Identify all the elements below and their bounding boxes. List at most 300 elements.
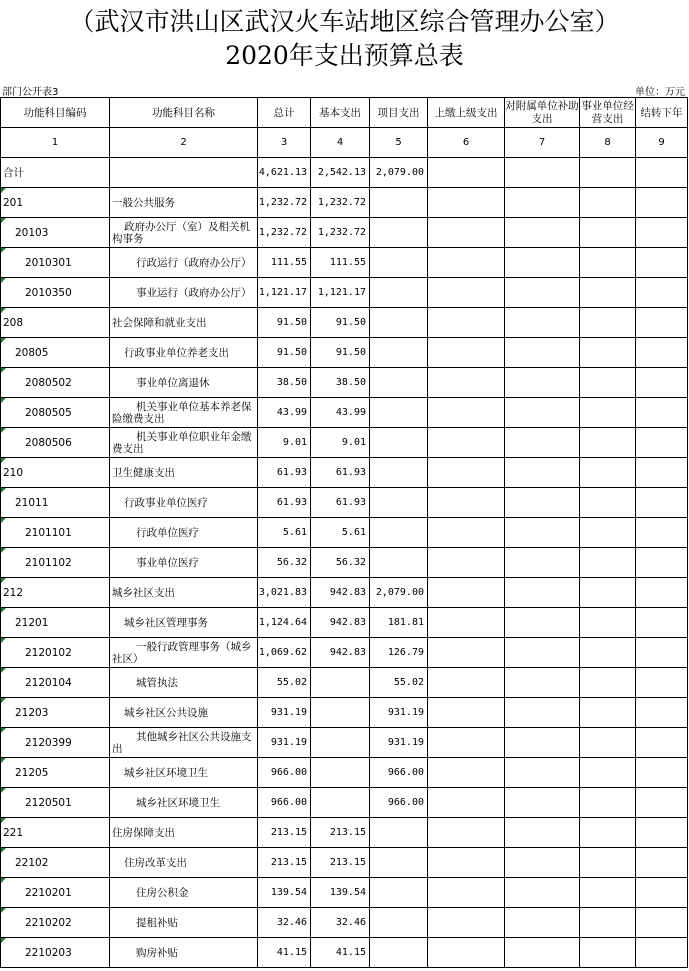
empty-amount-cell bbox=[636, 308, 688, 338]
function-name-cell bbox=[110, 308, 258, 338]
empty-amount-cell bbox=[636, 398, 688, 428]
basic-amount-cell bbox=[311, 758, 370, 788]
basic-amount-cell: 1,232.72 bbox=[311, 188, 370, 218]
basic-amount-cell: 942.83 bbox=[311, 578, 370, 608]
function-code: 2010350 bbox=[25, 286, 72, 299]
project-amount-cell bbox=[370, 458, 428, 488]
cell-marker-icon bbox=[1, 248, 6, 253]
total-amount-cell: 56.32 bbox=[258, 548, 311, 578]
project-amount-cell: 931.19 bbox=[370, 728, 428, 758]
function-name-cell bbox=[110, 428, 258, 458]
function-code-cell bbox=[1, 758, 110, 788]
header-cell: 功能科目名称 bbox=[110, 98, 258, 128]
basic-amount-cell: 41.15 bbox=[311, 938, 370, 968]
basic-amount-cell: 56.32 bbox=[311, 548, 370, 578]
project-amount-cell: 181.81 bbox=[370, 608, 428, 638]
empty-amount-cell bbox=[505, 188, 580, 218]
project-amount-cell: 966.00 bbox=[370, 788, 428, 818]
total-amount-cell: 1,069.62 bbox=[258, 638, 311, 668]
function-name: 社会保障和就业支出 bbox=[112, 317, 207, 329]
function-code: 210 bbox=[3, 466, 24, 479]
function-code-cell bbox=[1, 218, 110, 248]
empty-amount-cell bbox=[428, 908, 505, 938]
basic-amount-cell bbox=[311, 698, 370, 728]
total-amount-cell: 966.00 bbox=[258, 788, 311, 818]
empty-amount-cell bbox=[580, 338, 636, 368]
function-name: 机关事业单位职业年金缴费支出 bbox=[112, 430, 252, 455]
empty-amount-cell bbox=[428, 938, 505, 968]
function-code-cell bbox=[1, 398, 110, 428]
function-code-cell bbox=[1, 158, 110, 188]
empty-amount-cell bbox=[580, 668, 636, 698]
total-amount-cell: 1,232.72 bbox=[258, 188, 311, 218]
basic-amount-cell: 43.99 bbox=[311, 398, 370, 428]
empty-amount-cell bbox=[636, 278, 688, 308]
empty-amount-cell bbox=[580, 578, 636, 608]
table-row bbox=[1, 668, 688, 698]
basic-amount-cell: 2,542.13 bbox=[311, 158, 370, 188]
empty-amount-cell bbox=[505, 548, 580, 578]
total-amount-cell: 931.19 bbox=[258, 698, 311, 728]
empty-amount-cell bbox=[428, 368, 505, 398]
table-row bbox=[1, 908, 688, 938]
empty-amount-cell bbox=[505, 518, 580, 548]
column-number: 9 bbox=[636, 128, 688, 158]
empty-amount-cell bbox=[580, 518, 636, 548]
project-amount-cell bbox=[370, 488, 428, 518]
empty-amount-cell bbox=[505, 488, 580, 518]
cell-marker-icon bbox=[1, 548, 6, 553]
project-amount-cell bbox=[370, 938, 428, 968]
project-amount-cell: 55.02 bbox=[370, 668, 428, 698]
function-code-cell bbox=[1, 668, 110, 698]
cell-marker-icon bbox=[1, 908, 6, 913]
function-name: 行政事业单位医疗 bbox=[124, 497, 208, 509]
empty-amount-cell bbox=[636, 848, 688, 878]
cell-marker-icon bbox=[1, 578, 6, 583]
function-name: 城乡社区支出 bbox=[112, 587, 175, 599]
column-number: 7 bbox=[505, 128, 580, 158]
cell-marker-icon bbox=[1, 668, 6, 673]
total-amount-cell: 5.61 bbox=[258, 518, 311, 548]
project-amount-cell bbox=[370, 248, 428, 278]
empty-amount-cell bbox=[428, 488, 505, 518]
empty-amount-cell bbox=[428, 788, 505, 818]
total-amount-cell: 91.50 bbox=[258, 338, 311, 368]
total-amount-cell: 966.00 bbox=[258, 758, 311, 788]
total-amount-cell: 213.15 bbox=[258, 818, 311, 848]
function-name-cell bbox=[110, 878, 258, 908]
function-code-cell bbox=[1, 308, 110, 338]
function-code: 20805 bbox=[15, 346, 49, 359]
basic-amount-cell: 91.50 bbox=[311, 338, 370, 368]
empty-amount-cell bbox=[580, 758, 636, 788]
project-amount-cell: 966.00 bbox=[370, 758, 428, 788]
basic-amount-cell: 38.50 bbox=[311, 368, 370, 398]
function-code: 21011 bbox=[15, 496, 49, 509]
empty-amount-cell bbox=[636, 638, 688, 668]
basic-amount-cell: 213.15 bbox=[311, 848, 370, 878]
function-code-cell bbox=[1, 188, 110, 218]
function-name-cell bbox=[110, 398, 258, 428]
empty-amount-cell bbox=[580, 548, 636, 578]
empty-amount-cell bbox=[580, 188, 636, 218]
function-name: 政府办公厅（室）及相关机构事务 bbox=[112, 220, 250, 245]
empty-amount-cell bbox=[580, 398, 636, 428]
empty-amount-cell bbox=[580, 488, 636, 518]
total-amount-cell: 111.55 bbox=[258, 248, 311, 278]
function-name: 提租补贴 bbox=[136, 917, 178, 929]
function-name-cell bbox=[110, 608, 258, 638]
header-cell: 事业单位经营支出 bbox=[580, 98, 636, 128]
function-code-cell bbox=[1, 578, 110, 608]
header-row bbox=[1, 98, 688, 128]
function-code: 21201 bbox=[15, 616, 49, 629]
project-amount-cell bbox=[370, 278, 428, 308]
empty-amount-cell bbox=[428, 278, 505, 308]
function-code-cell bbox=[1, 878, 110, 908]
function-code: 2210203 bbox=[25, 946, 72, 959]
function-name: 行政运行（政府办公厅） bbox=[136, 256, 252, 269]
total-amount-cell: 931.19 bbox=[258, 728, 311, 758]
project-amount-cell bbox=[370, 428, 428, 458]
function-code: 21203 bbox=[15, 706, 49, 719]
function-name-cell bbox=[110, 278, 258, 308]
table-row bbox=[1, 338, 688, 368]
function-name-cell bbox=[110, 638, 258, 668]
table-row bbox=[1, 788, 688, 818]
empty-amount-cell bbox=[580, 878, 636, 908]
budget-table bbox=[0, 97, 688, 968]
cell-marker-icon bbox=[1, 488, 6, 493]
function-code: 212 bbox=[3, 586, 24, 599]
empty-amount-cell bbox=[428, 878, 505, 908]
empty-amount-cell bbox=[505, 698, 580, 728]
empty-amount-cell bbox=[505, 818, 580, 848]
empty-amount-cell bbox=[428, 848, 505, 878]
function-code-cell bbox=[1, 938, 110, 968]
empty-amount-cell bbox=[636, 578, 688, 608]
column-number: 2 bbox=[110, 128, 258, 158]
function-name-cell bbox=[110, 578, 258, 608]
function-name: 事业运行（政府办公厅） bbox=[136, 286, 252, 299]
function-code: 22102 bbox=[15, 856, 49, 869]
cell-marker-icon bbox=[1, 518, 6, 523]
cell-marker-icon bbox=[1, 218, 6, 223]
function-name-cell bbox=[110, 188, 258, 218]
function-name-cell bbox=[110, 938, 258, 968]
empty-amount-cell bbox=[428, 758, 505, 788]
header-cell: 上缴上级支出 bbox=[428, 98, 505, 128]
empty-amount-cell bbox=[428, 218, 505, 248]
function-name-cell bbox=[110, 788, 258, 818]
function-code-cell bbox=[1, 698, 110, 728]
cell-marker-icon bbox=[1, 728, 6, 733]
header-cell: 功能科目编码 bbox=[1, 98, 110, 128]
function-code-cell bbox=[1, 338, 110, 368]
empty-amount-cell bbox=[636, 368, 688, 398]
empty-amount-cell bbox=[580, 818, 636, 848]
table-row bbox=[1, 368, 688, 398]
table-row bbox=[1, 578, 688, 608]
function-code-cell bbox=[1, 368, 110, 398]
function-code: 2010301 bbox=[25, 256, 72, 269]
cell-marker-icon bbox=[1, 638, 6, 643]
empty-amount-cell bbox=[505, 878, 580, 908]
total-amount-cell: 3,021.83 bbox=[258, 578, 311, 608]
project-amount-cell bbox=[370, 548, 428, 578]
project-amount-cell bbox=[370, 398, 428, 428]
project-amount-cell bbox=[370, 368, 428, 398]
project-amount-cell: 2,079.00 bbox=[370, 158, 428, 188]
function-name: 城乡社区公共设施 bbox=[124, 707, 208, 719]
total-amount-cell: 1,232.72 bbox=[258, 218, 311, 248]
cell-marker-icon bbox=[1, 188, 6, 193]
empty-amount-cell bbox=[505, 218, 580, 248]
function-code-cell bbox=[1, 638, 110, 668]
function-code: 2080502 bbox=[25, 376, 72, 389]
function-name: 城乡社区管理事务 bbox=[124, 617, 208, 629]
project-amount-cell: 126.79 bbox=[370, 638, 428, 668]
cell-marker-icon bbox=[1, 428, 6, 433]
function-code-cell bbox=[1, 818, 110, 848]
basic-amount-cell: 61.93 bbox=[311, 488, 370, 518]
unit-label: 单位：万元 bbox=[635, 87, 685, 98]
function-code: 合计 bbox=[3, 167, 24, 179]
function-code: 2101101 bbox=[25, 526, 72, 539]
function-code-cell bbox=[1, 488, 110, 518]
table-row bbox=[1, 758, 688, 788]
project-amount-cell bbox=[370, 308, 428, 338]
cell-marker-icon bbox=[1, 698, 6, 703]
cell-marker-icon bbox=[1, 608, 6, 613]
cell-marker-icon bbox=[1, 878, 6, 883]
total-amount-cell: 61.93 bbox=[258, 458, 311, 488]
function-name: 卫生健康支出 bbox=[112, 467, 175, 479]
table-row bbox=[1, 518, 688, 548]
cell-marker-icon bbox=[1, 368, 6, 373]
basic-amount-cell: 111.55 bbox=[311, 248, 370, 278]
function-name-cell bbox=[110, 908, 258, 938]
total-amount-cell: 55.02 bbox=[258, 668, 311, 698]
table-row bbox=[1, 488, 688, 518]
function-name: 城乡社区环境卫生 bbox=[124, 767, 208, 779]
empty-amount-cell bbox=[505, 578, 580, 608]
cell-marker-icon bbox=[1, 458, 6, 463]
empty-amount-cell bbox=[580, 218, 636, 248]
page-title-line2: 2020年支出预算总表 bbox=[225, 41, 464, 70]
function-name-cell bbox=[110, 248, 258, 278]
project-amount-cell bbox=[370, 908, 428, 938]
table-row bbox=[1, 548, 688, 578]
project-amount-cell bbox=[370, 848, 428, 878]
empty-amount-cell bbox=[636, 248, 688, 278]
basic-amount-cell bbox=[311, 728, 370, 758]
table-row bbox=[1, 458, 688, 488]
function-name: 其他城乡社区公共设施支出 bbox=[112, 730, 252, 755]
column-number: 4 bbox=[311, 128, 370, 158]
basic-amount-cell: 5.61 bbox=[311, 518, 370, 548]
header-cell: 项目支出 bbox=[370, 98, 428, 128]
function-code: 2210201 bbox=[25, 886, 72, 899]
empty-amount-cell bbox=[428, 458, 505, 488]
project-amount-cell bbox=[370, 518, 428, 548]
header-cell: 总计 bbox=[258, 98, 311, 128]
function-code-cell bbox=[1, 278, 110, 308]
function-code-cell bbox=[1, 458, 110, 488]
function-code: 2120399 bbox=[25, 736, 72, 749]
function-name: 一般公共服务 bbox=[112, 197, 175, 209]
empty-amount-cell bbox=[505, 638, 580, 668]
function-code: 2101102 bbox=[25, 556, 72, 569]
basic-amount-cell bbox=[311, 668, 370, 698]
empty-amount-cell bbox=[505, 788, 580, 818]
empty-amount-cell bbox=[636, 428, 688, 458]
empty-amount-cell bbox=[428, 608, 505, 638]
empty-amount-cell bbox=[428, 518, 505, 548]
function-code: 21205 bbox=[15, 766, 49, 779]
cell-marker-icon bbox=[1, 818, 6, 823]
function-name-cell bbox=[110, 218, 258, 248]
empty-amount-cell bbox=[505, 338, 580, 368]
table-row bbox=[1, 188, 688, 218]
total-amount-cell: 41.15 bbox=[258, 938, 311, 968]
empty-amount-cell bbox=[580, 248, 636, 278]
cell-marker-icon bbox=[1, 398, 6, 403]
table-row bbox=[1, 278, 688, 308]
empty-amount-cell bbox=[505, 908, 580, 938]
empty-amount-cell bbox=[580, 608, 636, 638]
function-name-cell bbox=[110, 548, 258, 578]
empty-amount-cell bbox=[505, 728, 580, 758]
function-code-cell bbox=[1, 518, 110, 548]
table-row bbox=[1, 308, 688, 338]
empty-amount-cell bbox=[428, 548, 505, 578]
empty-amount-cell bbox=[636, 788, 688, 818]
basic-amount-cell: 942.83 bbox=[311, 608, 370, 638]
table-row bbox=[1, 878, 688, 908]
header-cell: 基本支出 bbox=[311, 98, 370, 128]
empty-amount-cell bbox=[580, 698, 636, 728]
table-row bbox=[1, 938, 688, 968]
cell-marker-icon bbox=[1, 788, 6, 793]
column-number-row bbox=[1, 128, 688, 158]
function-name-cell bbox=[110, 518, 258, 548]
column-number: 1 bbox=[1, 128, 110, 158]
document-label: 部门公开表3 bbox=[2, 87, 59, 98]
function-name: 行政单位医疗 bbox=[136, 527, 199, 539]
function-code-cell bbox=[1, 548, 110, 578]
empty-amount-cell bbox=[505, 428, 580, 458]
empty-amount-cell bbox=[428, 158, 505, 188]
empty-amount-cell bbox=[636, 188, 688, 218]
empty-amount-cell bbox=[428, 728, 505, 758]
project-amount-cell bbox=[370, 878, 428, 908]
empty-amount-cell bbox=[505, 158, 580, 188]
project-amount-cell: 2,079.00 bbox=[370, 578, 428, 608]
empty-amount-cell bbox=[428, 428, 505, 458]
empty-amount-cell bbox=[580, 848, 636, 878]
table-row bbox=[1, 848, 688, 878]
total-amount-cell: 91.50 bbox=[258, 308, 311, 338]
basic-amount-cell: 61.93 bbox=[311, 458, 370, 488]
empty-amount-cell bbox=[428, 398, 505, 428]
function-code: 20103 bbox=[15, 226, 49, 239]
empty-amount-cell bbox=[636, 758, 688, 788]
total-amount-cell: 213.15 bbox=[258, 848, 311, 878]
empty-amount-cell bbox=[636, 668, 688, 698]
empty-amount-cell bbox=[636, 818, 688, 848]
header-cell: 对附属单位补助支出 bbox=[505, 98, 580, 128]
function-name: 城管执法 bbox=[136, 677, 178, 689]
empty-amount-cell bbox=[636, 338, 688, 368]
empty-amount-cell bbox=[636, 698, 688, 728]
page-title-line1: （武汉市洪山区武汉火车站地区综合管理办公室） bbox=[69, 7, 620, 36]
cell-marker-icon bbox=[1, 278, 6, 283]
function-code-cell bbox=[1, 848, 110, 878]
project-amount-cell bbox=[370, 188, 428, 218]
table-row bbox=[1, 248, 688, 278]
empty-amount-cell bbox=[428, 248, 505, 278]
table-row bbox=[1, 398, 688, 428]
function-code-cell bbox=[1, 908, 110, 938]
function-name: 住房保障支出 bbox=[112, 827, 175, 839]
function-name: 事业单位离退休 bbox=[136, 377, 210, 389]
empty-amount-cell bbox=[505, 938, 580, 968]
empty-amount-cell bbox=[505, 458, 580, 488]
project-amount-cell bbox=[370, 818, 428, 848]
table-row bbox=[1, 428, 688, 458]
empty-amount-cell bbox=[428, 188, 505, 218]
function-name-cell bbox=[110, 848, 258, 878]
total-amount-cell: 139.54 bbox=[258, 878, 311, 908]
function-code-cell bbox=[1, 608, 110, 638]
basic-amount-cell: 1,232.72 bbox=[311, 218, 370, 248]
empty-amount-cell bbox=[505, 668, 580, 698]
project-amount-cell bbox=[370, 218, 428, 248]
total-amount-cell: 4,621.13 bbox=[258, 158, 311, 188]
function-name-cell bbox=[110, 488, 258, 518]
function-name: 机关事业单位基本养老保险缴费支出 bbox=[112, 400, 252, 425]
empty-amount-cell bbox=[636, 878, 688, 908]
total-amount-cell: 1,121.17 bbox=[258, 278, 311, 308]
total-amount-cell: 61.93 bbox=[258, 488, 311, 518]
column-number: 6 bbox=[428, 128, 505, 158]
function-name-cell bbox=[110, 758, 258, 788]
function-code: 2120104 bbox=[25, 676, 72, 689]
empty-amount-cell bbox=[636, 158, 688, 188]
empty-amount-cell bbox=[428, 818, 505, 848]
function-code-cell bbox=[1, 728, 110, 758]
empty-amount-cell bbox=[428, 698, 505, 728]
cell-marker-icon bbox=[1, 938, 6, 943]
column-number: 8 bbox=[580, 128, 636, 158]
function-code: 2210202 bbox=[25, 916, 72, 929]
empty-amount-cell bbox=[580, 428, 636, 458]
basic-amount-cell: 213.15 bbox=[311, 818, 370, 848]
function-code-cell bbox=[1, 428, 110, 458]
cell-marker-icon bbox=[1, 758, 6, 763]
function-name: 一般行政管理事务（城乡社区） bbox=[112, 640, 252, 665]
empty-amount-cell bbox=[580, 458, 636, 488]
function-name-cell bbox=[110, 338, 258, 368]
function-name: 住房改革支出 bbox=[124, 857, 187, 869]
empty-amount-cell bbox=[505, 278, 580, 308]
function-name-cell bbox=[110, 158, 258, 188]
empty-amount-cell bbox=[636, 488, 688, 518]
empty-amount-cell bbox=[505, 308, 580, 338]
empty-amount-cell bbox=[428, 638, 505, 668]
